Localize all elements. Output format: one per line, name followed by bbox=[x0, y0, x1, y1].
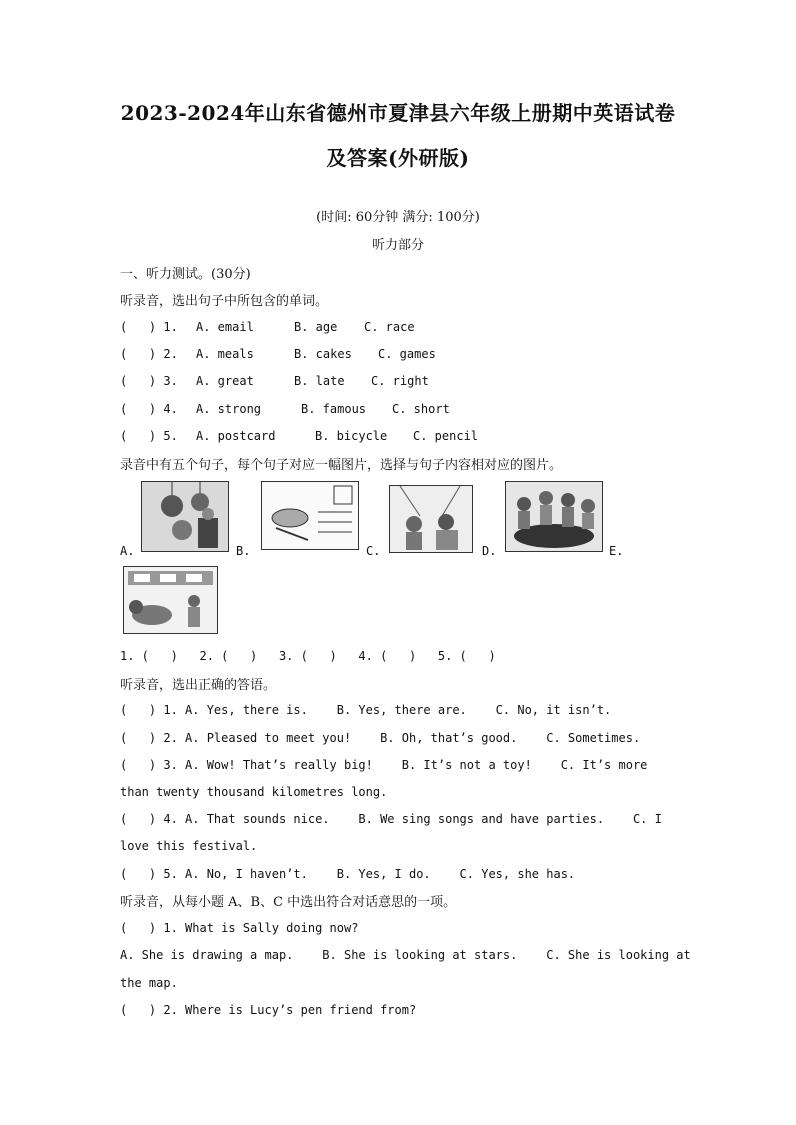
title-line-1: 2023-2024年山东省德州市夏津县六年级上册期中英语试卷 bbox=[120, 101, 676, 125]
p1-opt-b-3: B. late bbox=[294, 374, 345, 388]
p3-line-4: than twenty thousand kilometres long. bbox=[120, 785, 388, 799]
picture-a bbox=[141, 481, 229, 552]
part3-instruction: 听录音，选出正确的答语。 bbox=[120, 678, 277, 693]
pic-label-a: A. bbox=[120, 544, 135, 558]
p1-num-5: ( ) 5. bbox=[120, 429, 178, 443]
p1-opt-b-5: B. bicycle bbox=[315, 429, 388, 443]
section1-heading: 一、听力测试。(30分) bbox=[120, 267, 251, 282]
p1-opt-b-1: B. age bbox=[294, 320, 338, 334]
exam-info: (时间: 60分钟 满分: 100分) bbox=[316, 210, 480, 225]
p1-opt-a-5: A. postcard bbox=[196, 429, 276, 443]
picture-b bbox=[261, 481, 359, 550]
p1-opt-c-5: C. pencil bbox=[413, 429, 479, 443]
part1-instruction: 听录音，选出句子中所包含的单词。 bbox=[120, 294, 329, 309]
p1-opt-c-2: C. games bbox=[378, 347, 436, 361]
part2-answers: 1. ( ) 2. ( ) 3. ( ) 4. ( ) 5. ( ) bbox=[120, 649, 496, 663]
pic-label-d: D. bbox=[482, 544, 497, 558]
p3-line-5: ( ) 4. A. That sounds nice. B. We sing songs and have parties. C. I bbox=[120, 812, 662, 826]
p1-opt-c-3: C. right bbox=[371, 374, 429, 388]
pic-label-e: E. bbox=[609, 544, 624, 558]
p1-opt-b-4: B. famous bbox=[301, 402, 367, 416]
p3-line-6: love this festival. bbox=[120, 839, 258, 853]
title-line-2: 及答案(外研版) bbox=[326, 146, 470, 170]
pic-label-c: C. bbox=[366, 544, 381, 558]
part4-instruction: 听录音，从每小题 A、B、C 中选出符合对话意思的一项。 bbox=[120, 895, 457, 910]
pic-label-b: B. bbox=[236, 544, 251, 558]
picture-e bbox=[123, 566, 218, 634]
p1-opt-a-4: A. strong bbox=[196, 402, 262, 416]
p1-opt-c-1: C. race bbox=[364, 320, 415, 334]
p1-opt-c-4: C. short bbox=[392, 402, 450, 416]
p3-line-2: ( ) 2. A. Pleased to meet you! B. Oh, that’s good. C. Sometimes. bbox=[120, 731, 641, 745]
p4-line-2: A. She is drawing a map. B. She is looking at stars. C. She is looking at bbox=[120, 948, 691, 962]
part-heading: 听力部分 bbox=[371, 238, 424, 253]
p1-num-1: ( ) 1. bbox=[120, 320, 178, 334]
picture-c bbox=[389, 485, 473, 553]
p1-num-4: ( ) 4. bbox=[120, 402, 178, 416]
p1-num-2: ( ) 2. bbox=[120, 347, 178, 361]
p4-line-1: ( ) 1. What is Sally doing now? bbox=[120, 921, 359, 935]
part2-instruction: 录音中有五个句子，每个句子对应一幅图片，选择与句子内容相对应的图片。 bbox=[120, 458, 563, 473]
p3-line-3: ( ) 3. A. Wow! That’s really big! B. It’s not a toy! C. It’s more bbox=[120, 758, 648, 772]
p3-line-7: ( ) 5. A. No, I haven’t. B. Yes, I do. C. Yes, she has. bbox=[120, 867, 576, 881]
picture-d bbox=[505, 481, 603, 552]
p3-line-1: ( ) 1. A. Yes, there is. B. Yes, there are. C. No, it isn’t. bbox=[120, 703, 612, 717]
p4-line-4: ( ) 2. Where is Lucy’s pen friend from? bbox=[120, 1003, 417, 1017]
p1-opt-a-1: A. email bbox=[196, 320, 254, 334]
p1-opt-a-3: A. great bbox=[196, 374, 254, 388]
p1-num-3: ( ) 3. bbox=[120, 374, 178, 388]
p1-opt-b-2: B. cakes bbox=[294, 347, 352, 361]
p4-line-3: the map. bbox=[120, 976, 178, 990]
p1-opt-a-2: A. meals bbox=[196, 347, 254, 361]
